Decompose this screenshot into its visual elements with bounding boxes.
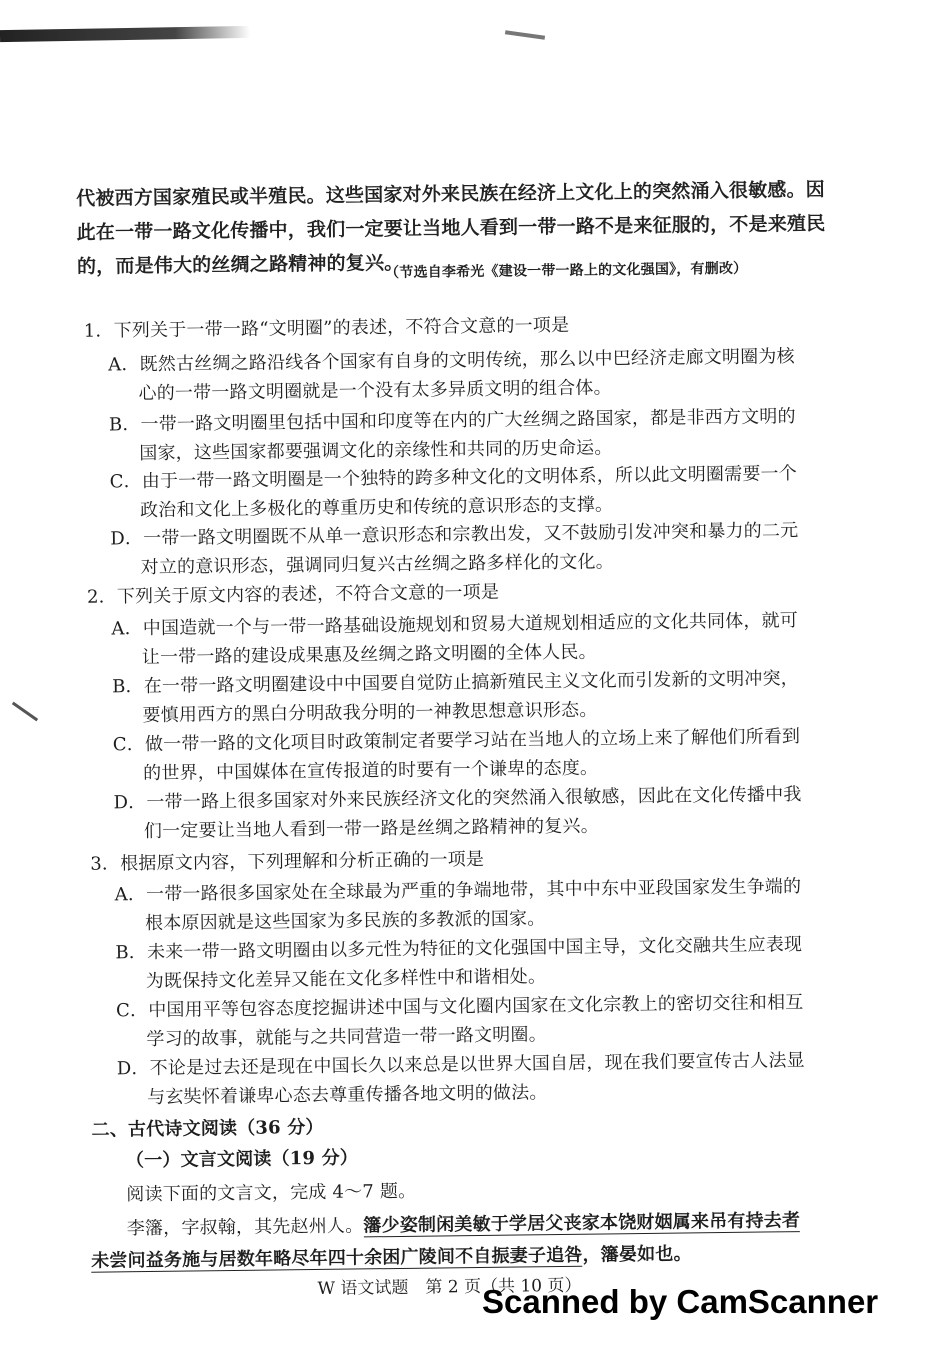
question-2-option-b: B．在一带一路文明圈建设中中国要自觉防止搞新殖民主义文化而引发新的文明冲突， — [112, 668, 800, 698]
passage-line: 的，而是伟大的丝绸之路精神的复兴。 — [76, 251, 404, 278]
question-3-option-c-cont: 学习的故事，就能与之共同营造一带一路文明圈。 — [146, 1024, 547, 1051]
question-2-stem: 2．下列关于原文内容的表述，不符合文意的一项是 — [86, 581, 500, 608]
question-1-option-c: C．由于一带一路文明圈是一个独特的跨多种文化的文明体系，所以此文明圈需要一个 — [109, 463, 798, 493]
question-2-option-a-cont: 让一带一路的建设成果惠及丝绸之路文明圈的全体人民。 — [141, 641, 597, 669]
classical-text-plain: 李籓，字叔翰，其先赵州人。 — [126, 1215, 364, 1240]
reading-instruction: 阅读下面的文言文，完成 4～7 题。 — [126, 1180, 417, 1206]
question-1-option-d-cont: 对立的意识形态，强调同归复兴古丝绸之路多样化的文化。 — [140, 551, 614, 579]
question-3-stem: 3．根据原文内容，下列理解和分析正确的一项是 — [90, 848, 485, 875]
question-1-option-d: D．一带一路文明圈既不从单一意识形态和宗教出发，又不鼓励引发冲突和暴力的二元 — [110, 520, 799, 550]
question-1-option-a: A．既然古丝绸之路沿线各个国家有自身的文明传统，那么以中巴经济走廊文明圈为核 — [108, 346, 795, 376]
question-1-option-c-cont: 政治和文化上多极化的尊重历史和传统的意识形态的支撑。 — [139, 494, 614, 522]
question-2-option-d: D．一带一路上很多国家对外来民族经济文化的突然涌入很敏感，因此在文化传播中我 — [113, 784, 802, 814]
subsection-heading: （一）文言文阅读（19 分） — [125, 1147, 359, 1172]
classical-text-line-1 — [127, 1208, 801, 1242]
question-3-option-b: B．未来一带一路文明圈由以多元性为特征的文化强国中国主导，文化交融共生应表现 — [115, 934, 803, 964]
question-3-option-a-cont: 根本原因就是这些国家为多民族的多教派的国家。 — [144, 908, 546, 935]
question-2-option-a: A．中国造就一个与一带一路基础设施规划和贸易大道规划相适应的文化共同体，就可 — [111, 610, 799, 640]
classical-text-underlined: 籓少姿制闲美敏于学居父丧家本饶财姻属来吊有持去者 — [363, 1210, 801, 1237]
question-1-stem: 1．下列关于一带一路“文明圈”的表述，不符合文意的一项是 — [83, 314, 570, 342]
question-3-option-a: A．一带一路很多国家处在全球最为严重的争端地带，其中中东中亚段国家发生争端的 — [114, 876, 802, 906]
question-2-option-d-cont: 们一定要让当地人看到一带一路是丝绸之路精神的复兴。 — [143, 815, 600, 843]
question-3-option-c: C．中国用平等包容态度挖掘讲述中国与文化圈内国家在文化宗教上的密切交往和相互 — [115, 992, 804, 1022]
passage-source: （节选自李希光《建设一带一路上的文化强国》，有删改） — [385, 260, 748, 282]
question-1-option-a-cont: 心的一带一路文明圈就是一个没有太多异质文明的组合体。 — [138, 377, 612, 405]
question-3-option-b-cont: 为既保持文化差异又能在文化多样性中和谐相处。 — [145, 966, 547, 993]
page-footer: W 语文试题 第 2 页（共 10 页） — [317, 1275, 582, 1299]
question-3-option-d-cont: 与玄奘怀着谦卑心态去尊重传播各地文明的做法。 — [147, 1082, 548, 1109]
question-3-option-d: D．不论是过去还是现在中国长久以来总是以世界大国自居，现在我们要宣传古人法显 — [116, 1050, 805, 1080]
question-2-option-c: C．做一带一路的文化项目时政策制定者要学习站在当地人的立场上来了解他们所看到 — [112, 726, 801, 756]
question-2-option-c-cont: 的世界，中国媒体在宣传报道的时要有一个谦卑的态度。 — [143, 757, 599, 785]
question-1-option-b: B．一带一路文明圈里包括中国和印度等在内的广大丝绸之路国家，都是非西方文明的 — [108, 406, 796, 436]
classical-text-line-2 — [91, 1241, 692, 1274]
question-1-option-b-cont: 国家，这些国家都要强调文化的亲缘性和共同的历史命运。 — [139, 437, 613, 465]
classical-text-underlined: 未尝问益务施与居数年略尽年四十余困广陵间不自振妻子追咎 — [91, 1244, 583, 1272]
passage-line: 此在一带一路文化传播中，我们一定要让当地人看到一带一路不是来征服的，不是来殖民 — [76, 212, 826, 244]
question-2-option-b-cont: 要慎用西方的黑白分明敌我分明的一神教思想意识形态。 — [142, 699, 598, 727]
section-heading: 二、古代诗文阅读（36 分） — [91, 1116, 324, 1141]
camscanner-watermark: Scanned by CamScanner — [482, 1283, 879, 1320]
passage-line: 代被西方国家殖民或半殖民。这些国家对外来民族在经济上文化上的突然涌入很敏感。因 — [76, 178, 826, 210]
classical-text-plain: ，籓晏如也。 — [582, 1243, 692, 1266]
